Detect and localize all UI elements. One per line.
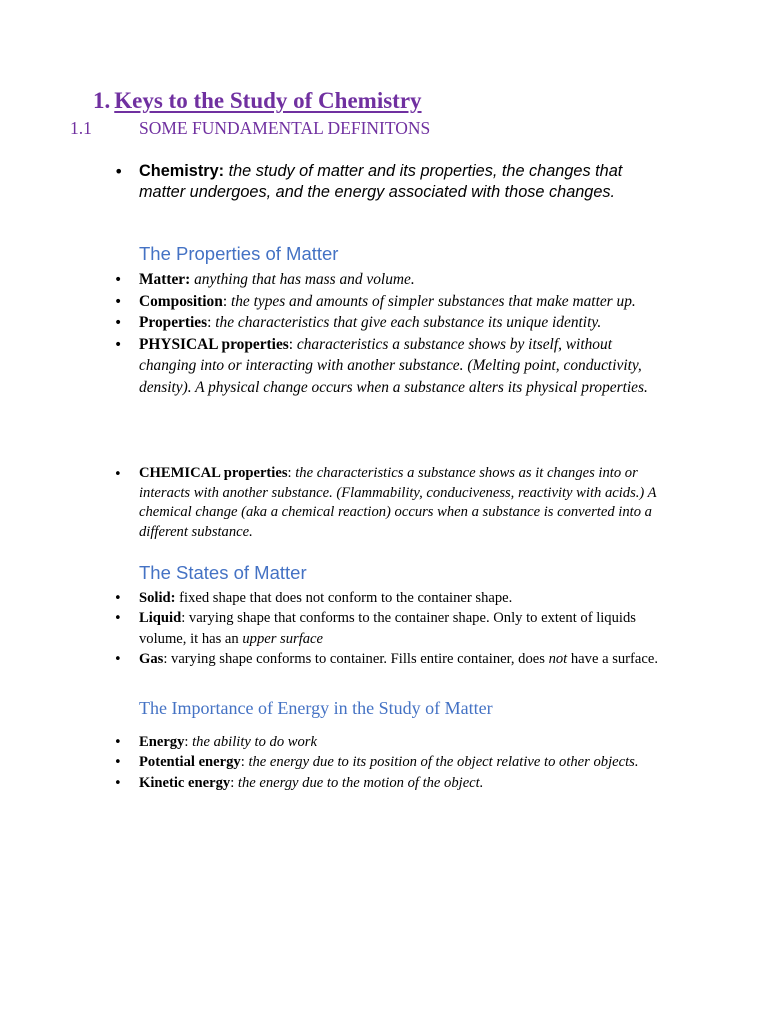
definition: the energy due to its position of the object relative to other objects. — [248, 754, 639, 771]
intro-list — [0, 161, 669, 203]
term: Composition — [139, 292, 223, 310]
definition: the ability to do work — [192, 734, 317, 750]
list-item — [0, 649, 669, 669]
states-list — [0, 588, 669, 669]
separator: : — [288, 335, 297, 353]
separator: : — [287, 465, 296, 481]
definition: fixed shape that does not conform to the container shape. — [175, 590, 513, 606]
term: Liquid — [139, 610, 182, 627]
term: Kinetic energy — [139, 774, 231, 791]
section-title: SOME FUNDAMENTAL DEFINITONS — [139, 118, 431, 138]
states-heading: The States of Matter — [139, 562, 307, 583]
definition: the characteristics that give each substance its unique identity. — [215, 314, 602, 331]
definition: : varying shape conforms to container. Fills entire container, does — [163, 650, 549, 667]
list-item — [0, 732, 669, 752]
term: CHEMICAL properties — [139, 465, 288, 481]
term: PHYSICAL properties — [139, 335, 289, 353]
definition: the energy due to the motion of the object. — [237, 774, 484, 791]
list-item — [0, 312, 669, 334]
chapter-number: 1. — [93, 88, 111, 113]
term: Energy — [139, 734, 185, 750]
list-item — [0, 773, 669, 793]
list-item — [0, 291, 669, 313]
definition: : varying shape that conforms to the container shape. Only to extent of liquids volume, it has an — [139, 610, 636, 647]
term: Chemistry: — [139, 162, 225, 180]
term: Properties — [139, 314, 208, 331]
definition: the study of matter and its properties, the changes that matter undergoes, and the energy associated with those changes. — [139, 162, 623, 201]
term: Gas — [139, 650, 164, 667]
definition: anything that has mass and volume. — [190, 271, 415, 288]
properties-list — [0, 269, 669, 398]
energy-list — [0, 732, 669, 793]
definition-end: have a surface. — [567, 650, 658, 667]
separator: : — [184, 734, 193, 750]
separator: : — [240, 754, 249, 771]
list-item — [0, 464, 669, 542]
chapter-title — [93, 88, 422, 114]
separator: : — [207, 314, 216, 331]
emphasis: upper surface — [242, 630, 324, 647]
definition: the types and amounts of simpler substances that make matter up. — [230, 292, 636, 310]
term: Potential energy — [139, 754, 241, 771]
separator: : — [230, 774, 238, 791]
term: Matter: — [139, 271, 191, 288]
list-item — [0, 334, 669, 399]
properties-heading: The Properties of Matter — [139, 243, 339, 264]
chemical-properties-list — [0, 464, 669, 542]
list-item — [0, 269, 669, 291]
term: Solid: — [139, 590, 176, 606]
list-item — [0, 608, 669, 649]
list-item — [0, 752, 669, 772]
separator: : — [222, 292, 231, 310]
energy-heading: The Importance of Energy in the Study of Matter — [139, 698, 493, 718]
emphasis: not — [548, 650, 568, 667]
section-number: 1.1 — [70, 118, 92, 138]
list-item — [0, 588, 669, 608]
definition: characteristics a substance shows by itself, without changing into or interacting with another substance. (Melting point, conductivity, density). A physical change occurs when a substance alters its physical properties. — [139, 335, 648, 396]
definition: the characteristics a substance shows as it changes into or interacts with another substance. (Flammability, conduciveness, reactivity with acids.) A chemical change (aka a chemical reaction) occurs when a substance is converted into a different substance. — [139, 465, 657, 540]
chapter-title-text: Keys to the Study of Chemistry — [114, 88, 422, 113]
list-item — [0, 161, 669, 203]
